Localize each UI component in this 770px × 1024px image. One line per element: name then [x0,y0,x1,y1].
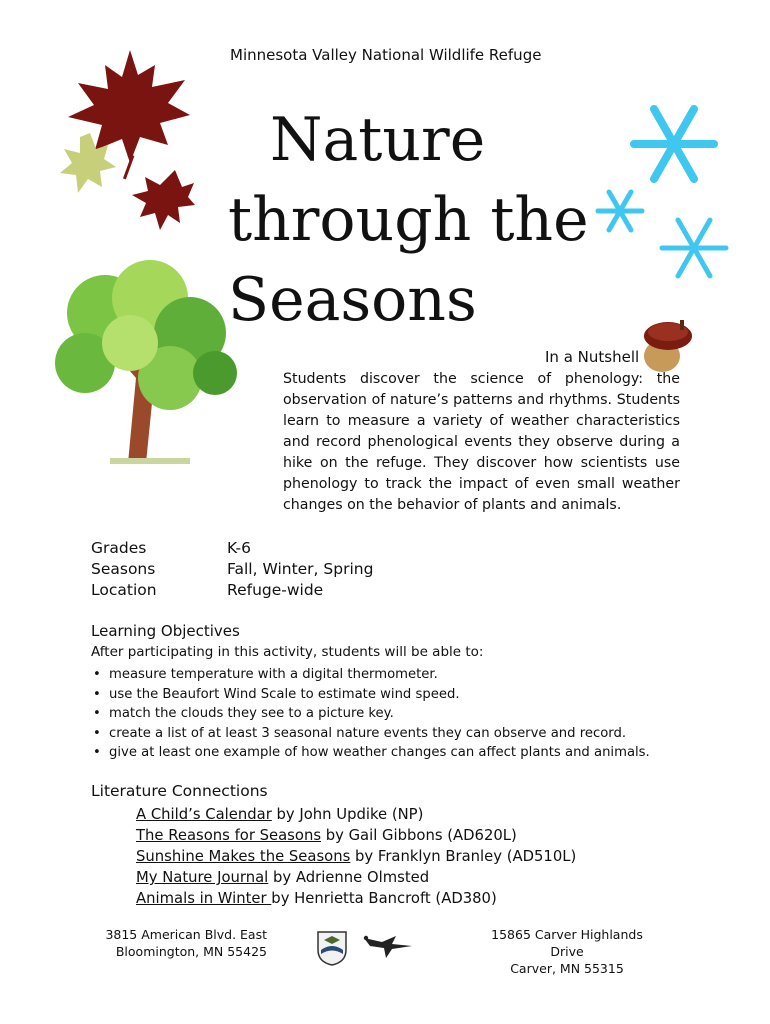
objectives-list [91,665,650,763]
book-title: A Child’s Calendar [136,806,272,823]
list-item [136,825,576,846]
detail-value: Fall, Winter, Spring [227,560,374,578]
list-item [136,804,576,825]
list-item [136,888,576,909]
goose-logo [362,932,414,960]
maple-leaf-icon [60,45,195,235]
detail-row-seasons [91,559,373,580]
list-item [136,867,576,888]
list-item: • measure temperature with a digital thermometer. [91,665,650,685]
literature-list [136,804,576,909]
detail-key: Location [91,581,157,599]
list-item: • use the Beaufort Wind Scale to estimate wind speed. [91,685,650,705]
literature-heading: Literature Connections [91,782,268,800]
book-author: by Henrietta Bancroft (AD380) [271,890,497,907]
title-line-2: through the [228,185,589,255]
organization-name: Minnesota Valley National Wildlife Refuge [230,46,542,64]
objectives-heading: Learning Objectives [91,622,240,640]
book-title: The Reasons for Seasons [136,827,322,844]
snowflake-icon [592,96,742,288]
nutshell-body: Students discover the science of phenology: the observation of nature’s patterns and rhythms. Students learn to measure a variety of weather characteristics and record phenological events they observe during a hike on the refuge. They discover how scientists use phenology to track the impact of even small weather changes on the behavior of plants and animals. [283,371,680,513]
book-title: Animals in Winter [136,890,272,907]
list-item: • create a list of at least 3 seasonal nature events they can observe and record. [91,724,650,744]
tree-icon [50,258,238,470]
acorn-icon [640,318,695,376]
nutshell-heading: In a Nutshell [545,348,640,366]
book-author: by John Updike (NP) [271,806,424,823]
book-author: by Gail Gibbons (AD620L) [321,827,517,844]
book-author: by Adrienne Olmsted [268,869,430,886]
list-item: • match the clouds they see to a picture key. [91,704,650,724]
book-title: My Nature Journal [136,869,269,886]
book-author: by Franklyn Branley (AD510L) [350,848,577,865]
activity-details [91,538,373,601]
page-title [228,100,589,340]
objectives-intro: After participating in this activity, students will be able to: [91,644,484,660]
address-carver [476,926,658,977]
detail-key: Grades [91,539,147,557]
title-line-3: Seasons [228,265,477,335]
address-bloomington [91,926,267,960]
detail-value: Refuge-wide [227,581,324,599]
address-line: Bloomington, MN 55425 [115,944,267,959]
usfws-shield-logo [316,930,348,966]
list-item: • give at least one example of how weather changes can affect plants and animals. [91,743,650,763]
detail-value: K-6 [227,539,251,557]
address-line: 3815 American Blvd. East [105,927,267,942]
detail-key: Seasons [91,560,156,578]
detail-row-location [91,580,373,601]
address-line: Carver, MN 55315 [510,961,624,976]
title-line-1: Nature [270,105,486,175]
detail-row-grades [91,538,373,559]
address-line: 15865 Carver Highlands Drive [491,927,643,959]
book-title: Sunshine Makes the Seasons [136,848,351,865]
list-item [136,846,576,867]
